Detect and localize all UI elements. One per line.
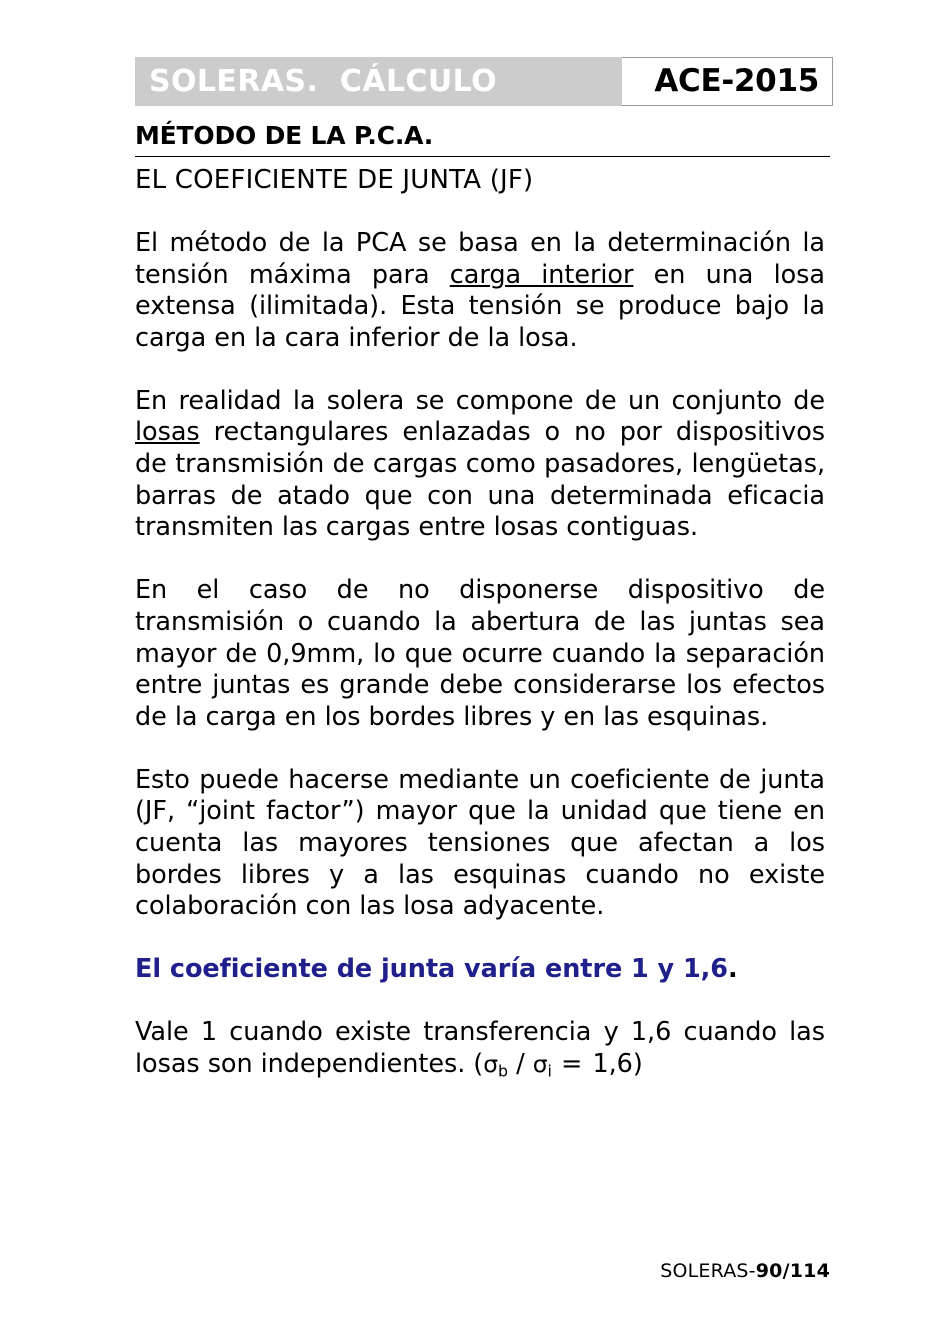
header-code: ACE-2015 <box>654 63 819 99</box>
formula-value: 1,6 <box>592 1048 633 1079</box>
paragraph-1-seg-2: en una losa extensa (ilimitada). Esta tensión se produce bajo la carga en la cara inferior de la losa. <box>135 259 825 353</box>
title-divider <box>135 156 830 157</box>
footer-prefix: SOLERAS- <box>660 1260 756 1282</box>
header-code-box <box>622 57 833 106</box>
page-title: MÉTODO DE LA P.C.A. <box>135 121 434 150</box>
sigma-b-subscript: b <box>498 1061 509 1081</box>
body-content <box>135 228 825 1081</box>
paragraph-1-underlined-term: carga interior <box>449 259 634 290</box>
paragraph-3 <box>135 575 825 733</box>
paragraph-3-seg-0: En el caso de no disponerse dispositivo de transmisión o cuando la abertura de las juntas sea mayor de 0,9mm, lo que ocurre cuando la separación entre juntas es grande debe considerarse los efectos de la carga en los bordes libres y en las esquinas. <box>135 575 825 732</box>
page-subtitle: EL COEFICIENTE DE JUNTA (JF) <box>135 165 534 195</box>
paragraph-4-seg-0: Esto puede hacerse mediante un coeficiente de junta (JF, “joint factor”) mayor que la unidad que tiene en cuenta las mayores tensiones que afectan a los bordes libres y a las esquinas cuando no existe colaboración con las losa adyacente. <box>135 764 825 922</box>
sigma-i-subscript: i <box>547 1061 552 1081</box>
highlight-trailing-period: . <box>727 954 738 985</box>
sigma-b-symbol: σ <box>483 1049 499 1078</box>
paragraph-1-seg-0: El método de la PCA se basa en la determinación la tensión máxima para <box>135 228 825 290</box>
formula-equals: = <box>551 1048 593 1079</box>
highlight-text: El coeficiente de junta varía entre 1 y 1,6 <box>135 954 728 985</box>
sigma-i-symbol: σ <box>532 1049 548 1078</box>
document-header-bar <box>135 57 833 106</box>
paragraph-2 <box>135 386 825 544</box>
paragraph-1 <box>135 228 825 354</box>
stress-ratio-formula <box>483 1049 633 1079</box>
final-paragraph-lead: Vale 1 cuando existe transferencia y 1,6 cuando las losas son independientes. ( <box>135 1017 825 1079</box>
page-footer <box>660 1262 830 1281</box>
footer-page-number: 90/114 <box>755 1260 830 1282</box>
paragraph-4 <box>135 765 825 923</box>
paragraph-2-seg-0: En realidad la solera se compone de un conjunto de <box>135 385 825 416</box>
highlight-paragraph <box>135 954 825 986</box>
final-paragraph-close: ) <box>632 1048 643 1079</box>
formula-divider: / <box>508 1048 533 1079</box>
header-title: SOLERAS. CÁLCULO <box>149 63 498 99</box>
paragraph-2-underlined-term: losas <box>135 417 200 448</box>
paragraph-2-seg-2: rectangulares enlazadas o no por dispositivos de transmisión de cargas como pasadores, lengüetas, barras de atado que con una determinada eficacia transmiten las cargas entre losas contiguas. <box>135 417 825 543</box>
final-paragraph <box>135 1017 825 1080</box>
header-title-box <box>135 57 622 106</box>
